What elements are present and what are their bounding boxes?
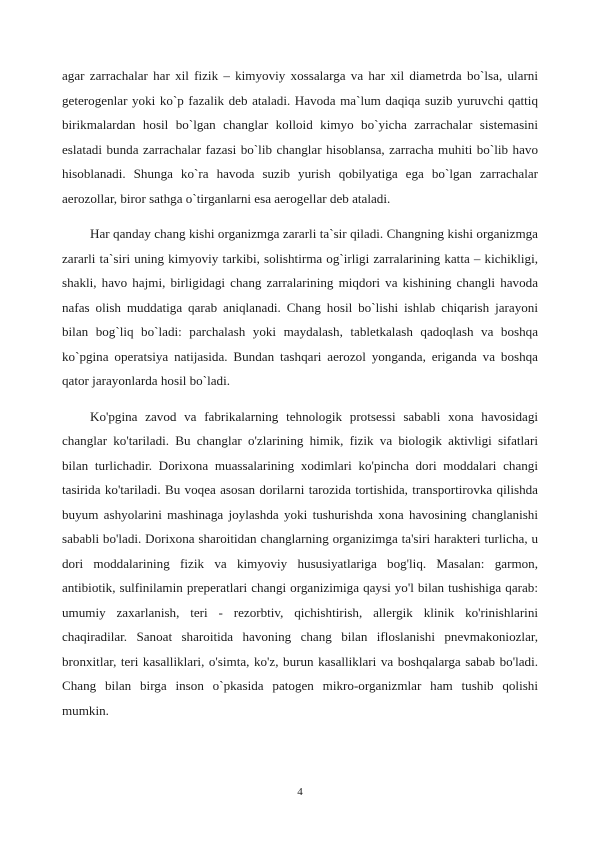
page-number: 4 (297, 786, 303, 798)
paragraph-3: Ko'pgina zavod va fabrikalarning tehnologik protsessi sababli xona havosidagi changlar ko'tariladi. Bu changlar o'zlarining himik, fizik va biologik aktivligi sifatlari bilan turlichadir. Dorixona muassalarining xodimlari ko'pincha dori moddalari changi tasirida ko'tariladi. Bu voqea asosan dorilarni tarozida tortishida, transportirovka qilishda buyum ashyolarini mashinaga joylashda yoki tushurishda xona havosining changlanishi sababli bo'ladi. Dorixona sharoitidan changlarning organizimga ta'siri harakteri turlicha, u dori moddalarining fizik va kimyoviy hususiyatlariga bog'liq. Masalan: garmon, antibiotik, sulfinilamin preperatlari changi organizimiga qaysi yo'l bilan tushishiga qarab: umumiy zaxarlanish, teri - rezorbtiv, qichishtirish, allergik klinik ko'rinishlarini chaqiradilar. Sanoat sharoitida havoning chang bilan ifloslanishi pnevmakoniozlar, bronxitlar, teri kasalliklari, o'simta, ko'z, burun kasalliklari va boshqalarga sabab bo'ladi. Chang bilan birga inson o`pkasida patogen mikro-organizmlar ham tushib qolishi mumkin. (62, 408, 538, 718)
paragraph-2: Har qanday chang kishi organizmga zararli ta`sir qiladi. Changning kishi organizmga zararli ta`siri uning kimyoviy tarkibi, solishtirma og`irligi zarralarining katta – kichikligi, shakli, havo hajmi, birligidagi chang zarralarining miqdori va kishining changli havoda nafas olish muddatiga qarab aniqlanadi. Chang hosil bo`lishi ishlab chiqarish jarayoni bilan bog`liq bo`ladi: parchalash yoki maydalash, tabletkalash qadoqlash va boshqa ko`pgina operatsiya natijasida. Bundan tashqari aerozol yonganda, eriganda va boshqa qator jarayonlarda hosil bo`ladi. (62, 226, 538, 388)
paragraph-1: agar zarrachalar har xil fizik – kimyoviy xossalarga va har xil diametrda bo`lsa, ularni geterogenlar yoki ko`p fazalik deb ataladi. Havoda ma`lum daqiqa suzib yuruvchi qattiq birikmalardan hosil bo`lgan changlar kolloid kimyo bo`yicha zarrachalar sistemasini eslatadi bunda zarrachalar fazasi bo`lib changlar hisoblansa, zarracha muhiti bo`lib havo hisoblanadi. Shunga ko`ra havoda suzib yurish qobilyatiga ega bo`lgan zarrachalar aerozollar, biror sathga o`tirganlarni esa aerogellar deb ataladi. (62, 68, 538, 206)
page-body (62, 64, 538, 734)
